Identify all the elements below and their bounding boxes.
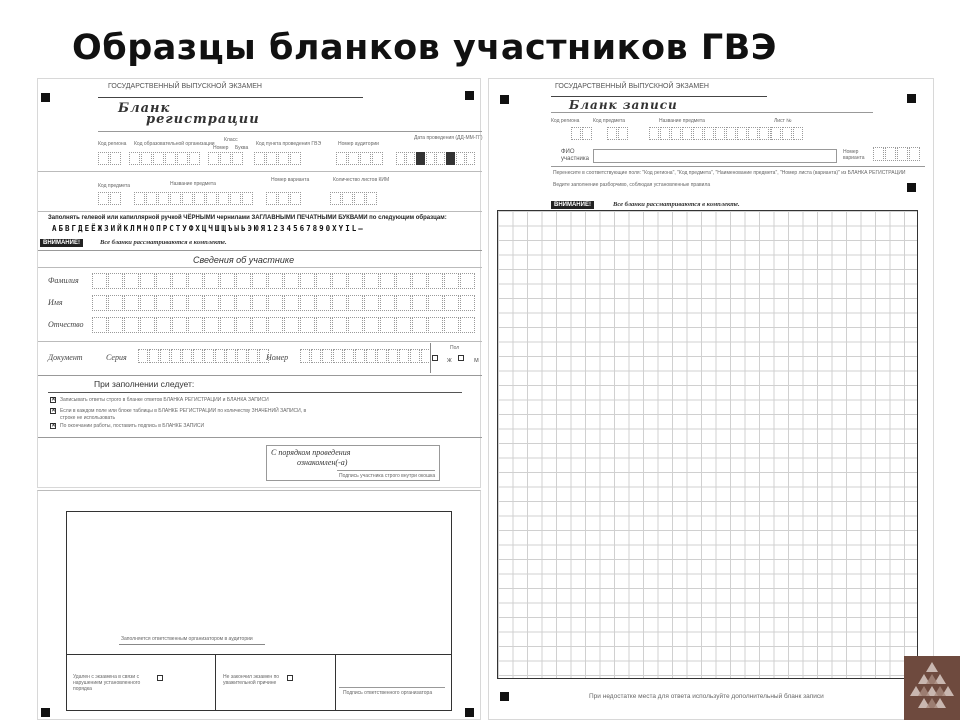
rule-3-text: По окончании работы, поставить подпись в БЛАНКЕ ЗАПИСИ [60,423,205,429]
organizer-signature-caption: Подпись ответственного организатора [343,690,433,696]
answer-fio-box[interactable] [593,149,837,163]
rules-header: При заполнении следует: [94,379,195,389]
region-label: Код региона [98,141,127,147]
surname-label: Фамилия [48,276,79,285]
sex-female-label: ж [447,357,452,364]
answer-marker-tr [907,94,916,103]
answer-marker-tl [500,95,509,104]
series-cells[interactable] [138,349,269,363]
answer-warning-text: Все бланки рассматриваются в комплекте. [613,201,740,208]
answer-marker-bl [500,692,509,701]
class-letter-label: Буква [235,145,249,151]
organizer-caption: Заполняется ответственным организатором в аудитории [121,636,253,642]
answer-marker-r2 [907,183,916,192]
class-cells[interactable] [208,152,243,165]
removed-checkbox[interactable] [157,675,163,681]
rule-2-text: Если в каждом поле или блоке таблицы в БЛАНКЕ РЕГИСТРАЦИИ по количеству ЗНАЧЕНИЙ ЗАПИСИ, в строке не использовать [60,408,307,421]
logo-icon [904,656,960,720]
patronymic-label: Отчество [48,320,84,329]
name-label: Имя [48,298,63,307]
registration-form [37,78,481,488]
answer-subject-name-label: Название предмета [659,118,705,124]
answer-subject-name-cells[interactable] [649,127,780,140]
removed-label: Удален с экзамена в связи с нарушением установленного порядка [73,674,141,692]
exam-date-cells[interactable] [396,152,475,165]
sex-male-checkbox[interactable] [458,355,464,361]
answer-sheet-number-label: Лист № [774,118,792,124]
not-finished-checkbox[interactable] [287,675,293,681]
series-label: Серия [106,353,127,362]
ppe-label: Код пункта проведения ГВЭ [256,141,322,147]
registration-marker-tl [41,93,50,102]
class-label: Класс [224,137,238,143]
answer-warning-badge: ВНИМАНИЕ! [551,201,594,209]
subject-code-label: Код предмета [98,183,131,189]
answer-subject-code-cells[interactable] [607,127,628,140]
sex-female-checkbox[interactable] [432,355,438,361]
answer-grid[interactable] [497,210,918,679]
acquaint-line2: ознакомлен(-а) [297,458,348,467]
registration-marker-tr [465,91,474,100]
name-cells[interactable] [92,295,475,311]
answer-blank-title: Бланк записи [569,98,678,112]
answer-footer: При недостатке места для ответа используйте дополнительный бланк записи [589,693,824,700]
auditorium-label: Номер аудитории [338,141,379,147]
not-finished-label: Не закончил экзамен по уважительной причине [223,674,280,686]
rule-1-checkbox: ✕ [51,397,57,403]
edu-org-label: Код образовательной организации [134,141,215,147]
kim-number-label: Количество листов КИМ [333,177,390,183]
surname-cells[interactable] [92,273,475,289]
answer-header: ГОСУДАРСТВЕННЫЙ ВЫПУСКНОЙ ЭКЗАМЕН [555,83,709,90]
region-cells[interactable] [98,152,121,165]
ppe-cells[interactable] [254,152,301,165]
acquaint-line1: С порядком проведения [271,448,351,457]
letter-samples: АБВГДЕЁЖЗИЙКЛМНОПРСТУФХЦЧШЩЪЫЬЭЮЯ1234567890XYIL– [52,224,365,233]
answer-fio-label: ФИО участника [561,149,589,162]
answer-subject-code-label: Код предмета [593,118,626,124]
fill-instruction: Заполнять гелевой или капиллярной ручкой ЧЁРНЫМИ чернилами ЗАГЛАВНЫМИ ПЕЧАТНЫМИ БУКВАМИ по следующим образцам: [48,215,447,221]
class-number-label: Номер [213,145,229,151]
organizer-box [66,511,452,711]
registration-warning-badge: ВНИМАНИЕ! [40,239,83,247]
answer-sheet-number-cells[interactable] [771,127,803,140]
exam-date-label: Дата проведения (ДД-ММ-ГГ) [414,135,483,141]
answer-variant-cells[interactable] [873,147,920,161]
sex-label: Пол [450,345,460,351]
registration-warning-text: Все бланки рассматриваются в комплекте. [100,239,227,246]
number-label: Номер [266,353,289,362]
registration-back-marker-br [465,708,474,717]
slide-title: Образцы бланков участников ГВЭ [72,28,777,68]
subject-name-cells[interactable] [134,192,253,205]
document-label: Документ [48,353,83,362]
acquaint-box [266,445,440,481]
answer-instruction-1: Перенесите в соответствующие поля: "Код региона", "Код предмета", "Наименование предмета", "Номер листа (варианта)" из БЛАНКА РЕГИСТРАЦИИ [553,170,906,176]
subject-name-label: Название предмета [170,181,216,187]
kim-number-cells[interactable] [330,192,377,205]
cim-number-cells[interactable] [266,192,301,205]
number-cells[interactable] [300,349,431,363]
registration-back-marker-bl [41,708,50,717]
registration-form-back [37,490,481,720]
edu-org-cells[interactable] [129,152,200,165]
rule-2-checkbox: ✕ [51,408,57,414]
answer-region-cells[interactable] [571,127,592,140]
signature-caption: Подпись участника строго внутри окошка [339,473,436,479]
answer-region-label: Код региона [551,118,580,124]
participant-section-title: Сведения об участнике [193,255,295,265]
cim-number-label: Номер варианта [271,177,310,183]
sex-male-label: м [474,357,479,364]
rule-3-checkbox: ✕ [51,423,57,429]
registration-blank-title: Бланк [118,101,171,116]
registration-header: ГОСУДАРСТВЕННЫЙ ВЫПУСКНОЙ ЭКЗАМЕН [108,83,262,90]
subject-code-cells[interactable] [98,192,121,205]
rule-1-text: Записывать ответы строго в бланке ответов БЛАНКА РЕГИСТРАЦИИ и БЛАНКА ЗАПИСИ [60,397,269,403]
answer-variant-label: Номер варианта [843,149,865,161]
registration-blank-subtitle: регистрации [146,112,260,127]
answer-instruction-2: Ведите заполнение разборчиво, соблюдая установленные правила [553,182,711,188]
patronymic-cells[interactable] [92,317,475,333]
auditorium-cells[interactable] [336,152,383,165]
